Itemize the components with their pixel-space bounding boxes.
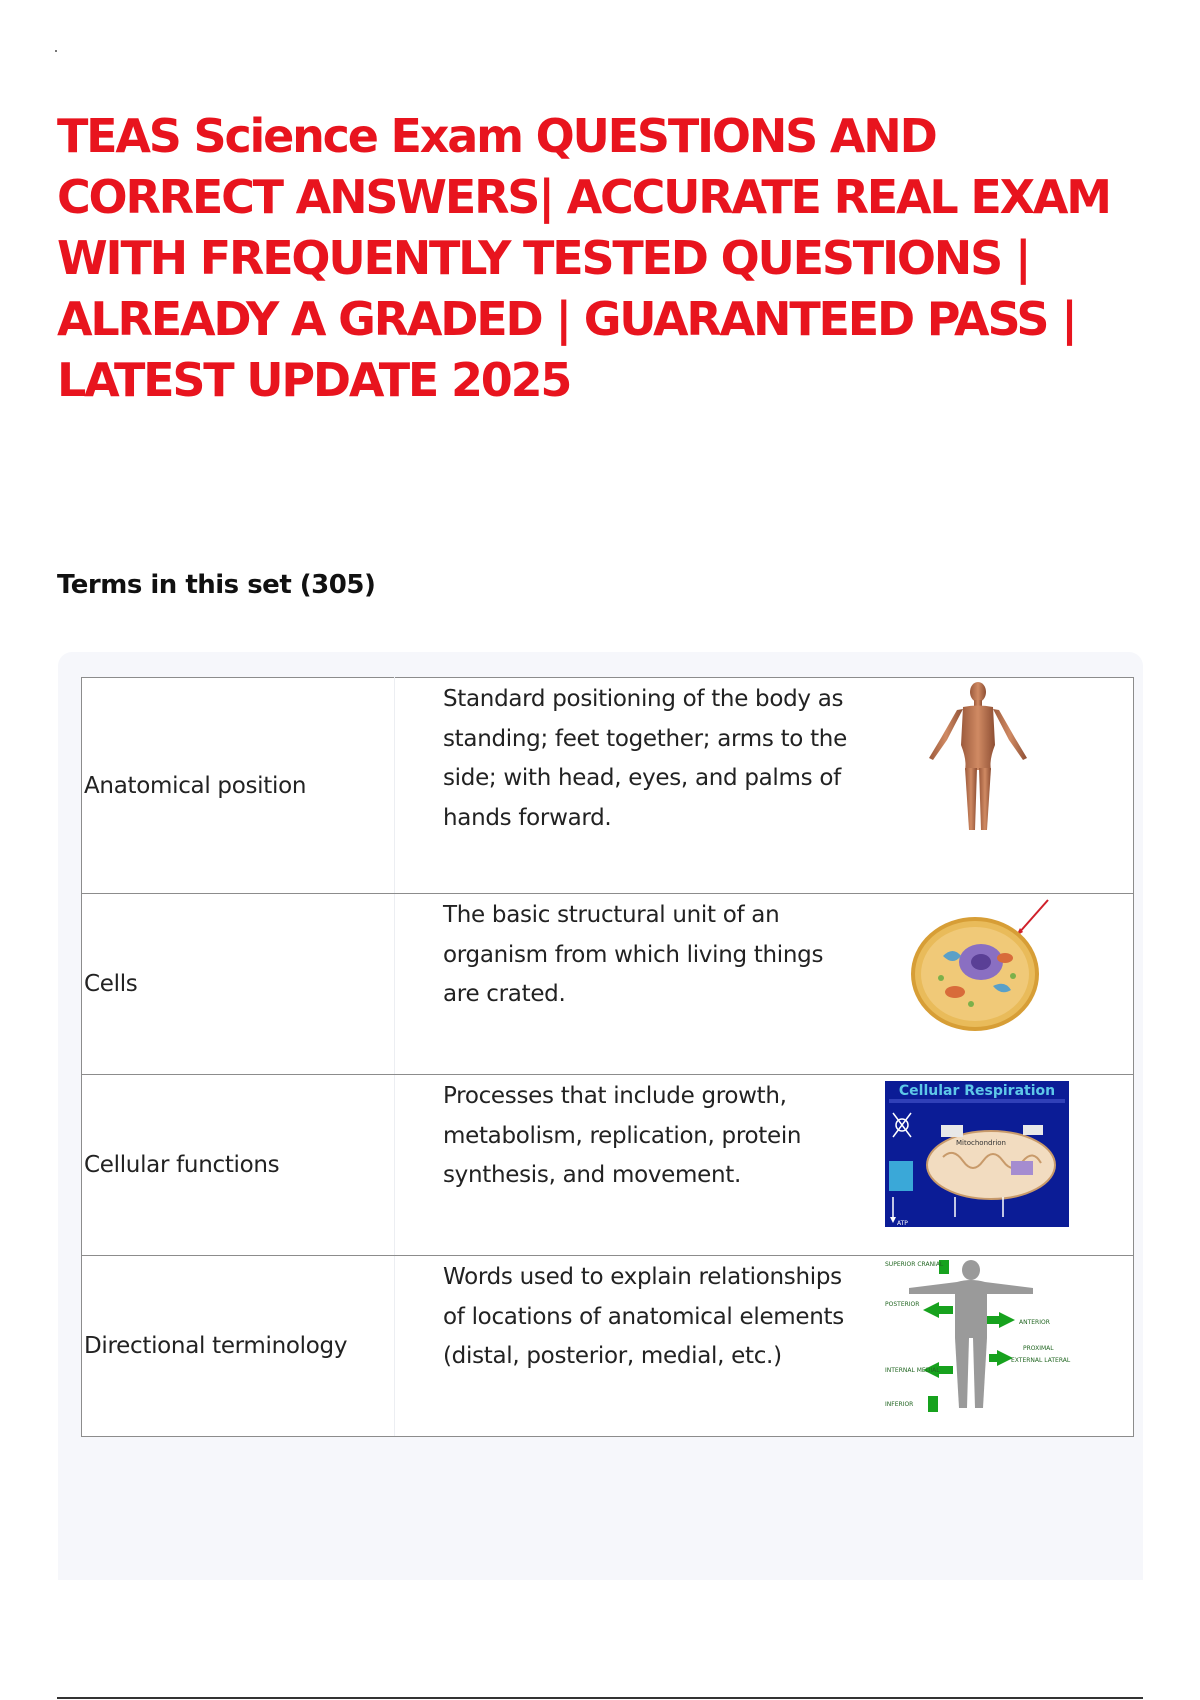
label-inferior: INFERIOR xyxy=(885,1401,914,1408)
definition-cell: Words used to explain relationships of locations of anatomical elements (distal, posterior, medial, etc.) xyxy=(395,1256,864,1437)
document-title: TEAS Science Exam QUESTIONS AND CORRECT ANSWERS| ACCURATE REAL EXAM WITH FREQUENTLY TESTED QUESTIONS | ALREADY A GRADED | GUARANTEED PASS | LATEST UPDATE 2025 xyxy=(57,109,1110,407)
term-cell: Anatomical position xyxy=(82,678,395,894)
label-external: EXTERNAL LATERAL xyxy=(1011,1357,1071,1364)
label-posterior: POSTERIOR xyxy=(885,1301,920,1308)
term-cell: Cellular functions xyxy=(82,1075,395,1256)
label-superior: SUPERIOR CRANIAL xyxy=(885,1261,944,1268)
directional-body-diagram xyxy=(883,1258,1073,1414)
table-row xyxy=(82,894,1134,1075)
image-cell xyxy=(863,894,1134,1075)
label-internal: INTERNAL MEDIAL xyxy=(885,1367,940,1374)
cellular-respiration-diagram xyxy=(883,1077,1073,1229)
term-cell: Cells xyxy=(82,894,395,1075)
definition-cell: The basic structural unit of an organism from which living things are crated. xyxy=(395,894,864,1075)
human-figure-icon xyxy=(883,680,1073,840)
image-cell xyxy=(863,678,1134,894)
mitochondrion-label: Mitochondrion xyxy=(955,1139,1007,1147)
label-anterior: ANTERIOR xyxy=(1019,1319,1050,1326)
diagram-title: Cellular Respiration xyxy=(898,1083,1056,1099)
animal-cell-icon xyxy=(883,896,1073,1036)
table-row xyxy=(82,1256,1134,1437)
definition-cell: Standard positioning of the body as standing; feet together; arms to the side; with head, eyes, and palms of hands forward. xyxy=(395,678,864,894)
table-row xyxy=(82,1075,1134,1256)
atp-label: ATP xyxy=(897,1220,908,1227)
image-cell xyxy=(863,1075,1134,1256)
page-marker-dot xyxy=(55,50,57,52)
label-proximal: PROXIMAL xyxy=(1023,1345,1054,1352)
table-row xyxy=(82,678,1134,894)
image-cell xyxy=(863,1256,1134,1437)
definition-cell: Processes that include growth, metabolism, replication, protein synthesis, and movement. xyxy=(395,1075,864,1256)
terms-table xyxy=(81,677,1134,1437)
terms-heading: Terms in this set (305) xyxy=(57,570,376,600)
term-cell: Directional terminology xyxy=(82,1256,395,1437)
page-bottom-rule xyxy=(57,1697,1143,1699)
